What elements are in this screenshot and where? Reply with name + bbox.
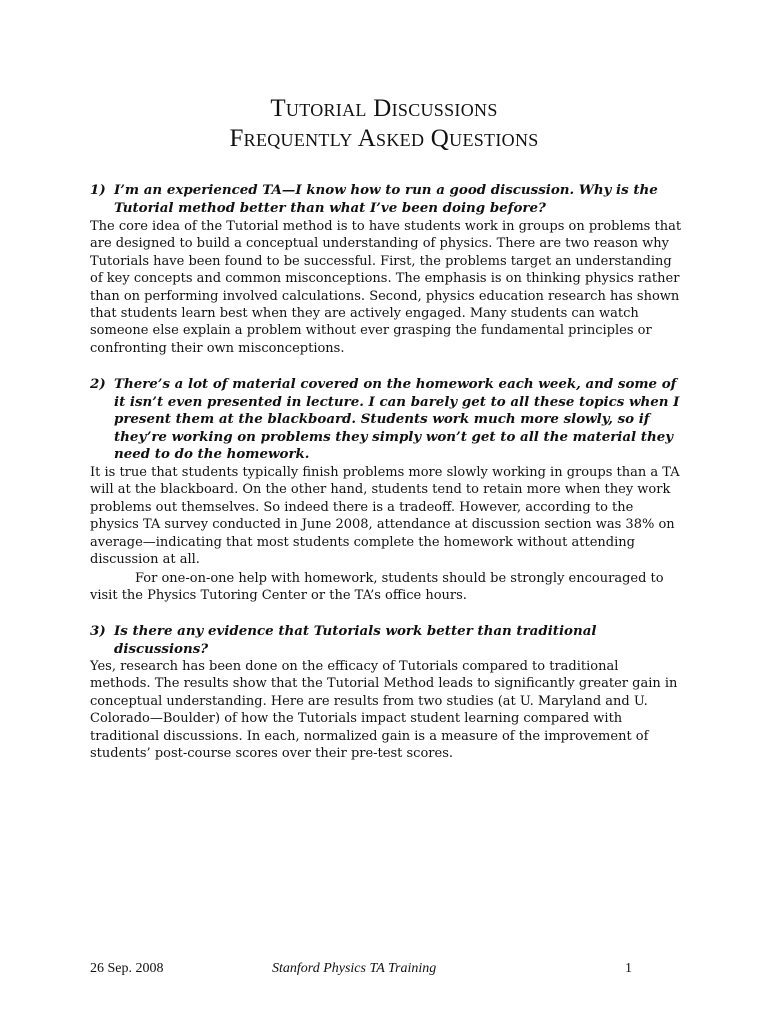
question-text: I’m an experienced TA—I know how to run a good discussion. Why is the Tutorial method better than what I’ve been doing before?: [114, 182, 658, 216]
question-3-heading: [90, 623, 690, 658]
footer-date: 26 Sep. 2008: [90, 961, 164, 976]
page-number: 1: [625, 961, 632, 976]
question-2-heading: [90, 376, 690, 464]
question-text: Is there any evidence that Tutorials work better than traditional discussions?: [114, 623, 597, 657]
question-text: There’s a lot of material covered on the homework each week, and some of it isn’t even presented in lecture. I can barely get to all these topics when I present them at the blackboard. Students work much more slowly, so if they’re working on problems they simply won’t get to all the material they need to do the homework.: [114, 376, 680, 463]
page-footer: [90, 961, 640, 979]
answer-2-paragraph-2: For one-on-one help with homework, students should be strongly encouraged to visit the Physics Tutoring Center or the TA’s office hours.: [90, 571, 664, 604]
question-number: 2): [90, 376, 106, 392]
title-line-2: Frequently Asked Questions: [229, 125, 539, 152]
answer-2-paragraph-1: It is true that students typically finish problems more slowly working in groups than a TA will at the blackboard. On the other hand, students tend to retain more when they work problems out themselves. So indeed there is a tradeoff. However, according to the physics TA survey conducted in June 2008, attendance at discussion section was 38% on average—indicating that most students complete the homework without attending discussion at all.: [90, 465, 680, 568]
title-line-1: Tutorial Discussions: [270, 95, 498, 122]
question-1-heading: [90, 182, 690, 217]
footer-title: Stanford Physics TA Training: [272, 961, 437, 976]
question-number: 1): [90, 182, 106, 198]
question-number: 3): [90, 623, 106, 639]
answer-1-paragraph: The core idea of the Tutorial method is to have students work in groups on problems that are designed to build a conceptual understanding of physics. There are two reason why Tutorials have been found to be successful. First, the problems target an understanding of key concepts and common misconceptions. The emphasis is on thinking physics rather than on performing involved calculations. Second, physics education research has shown that students learn best when they are actively engaged. Many students can watch someone else explain a problem without ever grasping the fundamental principles or confronting their own misconceptions.: [90, 219, 682, 356]
answer-3-paragraph: Yes, research has been done on the efficacy of Tutorials compared to traditional methods. The results show that the Tutorial Method leads to significantly greater gain in conceptual understanding. Here are results from two studies (at U. Maryland and U. Colorado—Boulder) of how the Tutorials impact student learning compared with traditional discussions. In each, normalized gain is a measure of the improvement of students’ post-course scores over their pre-test scores.: [90, 659, 678, 762]
